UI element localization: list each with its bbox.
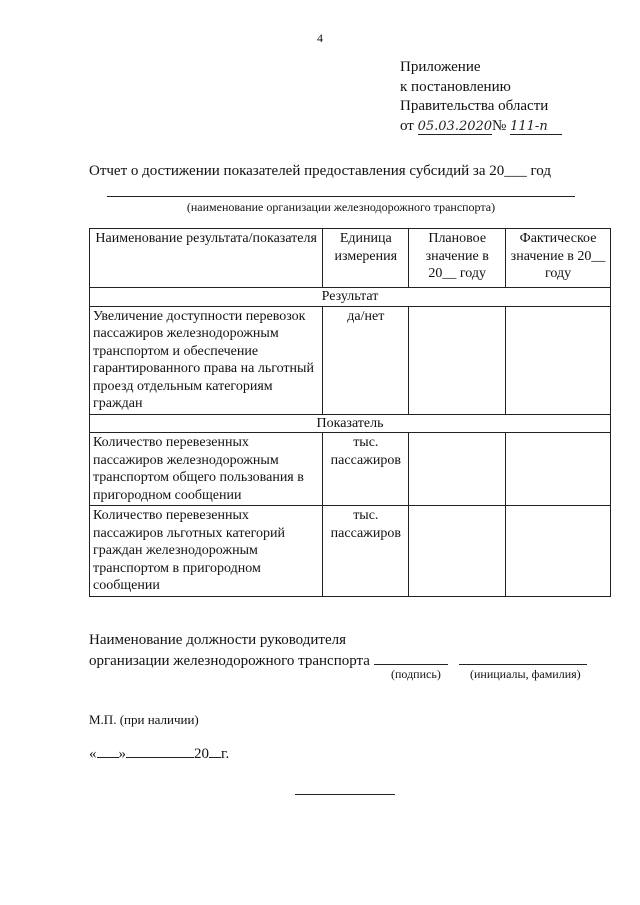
section-result: Результат xyxy=(90,288,611,307)
cell-unit: да/нет xyxy=(323,306,409,414)
header-planned: Плановое значение в 20__ году xyxy=(409,229,506,288)
approval-line-government: Правительства области xyxy=(400,98,549,114)
signature-blank-line xyxy=(374,650,448,665)
cell-planned xyxy=(409,506,506,597)
org-name-caption: (наименование организации железнодорожного транспорта) xyxy=(186,200,496,214)
org-name-line xyxy=(107,196,575,197)
name-blank-line xyxy=(459,650,587,665)
section-row-result xyxy=(90,288,611,307)
stamp-note: М.П. (при наличии) xyxy=(89,712,199,727)
section-indicator: Показатель xyxy=(90,414,611,433)
number-sign: № xyxy=(492,117,507,134)
indicators-table xyxy=(89,228,611,597)
approval-block xyxy=(400,58,562,136)
cell-name: Количество перевезенных пассажиров льготных категорий граждан железнодорожным транспортом в пригородном сообщении xyxy=(90,506,323,597)
page-number: 4 xyxy=(317,31,323,45)
approval-line-appendix: Приложение xyxy=(400,59,481,75)
month-blank xyxy=(126,744,194,758)
handwritten-number: 111-п xyxy=(510,120,562,135)
report-title: Отчет о достижении показателей предоставления субсидий за 20___ год xyxy=(89,163,551,179)
approval-line-resolution: к постановлению xyxy=(400,78,511,95)
handwritten-date: 05.03.2020 xyxy=(417,118,493,134)
caption-signature: (подпись) xyxy=(391,667,441,681)
approval-line-date-number xyxy=(400,117,562,137)
approval-prefix: от xyxy=(400,117,414,134)
end-divider xyxy=(295,794,395,795)
cell-actual xyxy=(506,306,611,414)
signature-org-text: организации железнодорожного транспорта xyxy=(89,653,370,669)
cell-planned xyxy=(409,433,506,506)
cell-planned xyxy=(409,306,506,414)
table-header-row xyxy=(90,229,611,288)
signature-position-line1: Наименование должности руководителя xyxy=(89,632,347,648)
year-prefix: 20 xyxy=(194,746,209,762)
cell-actual xyxy=(506,433,611,506)
year-blank xyxy=(209,744,221,758)
day-blank xyxy=(97,744,119,758)
header-unit: Единица измерения xyxy=(323,229,409,288)
date-line xyxy=(89,744,229,763)
table-row xyxy=(90,433,611,506)
caption-initials-name: (инициалы, фамилия) xyxy=(470,667,581,681)
header-name: Наименование результата/показателя xyxy=(90,229,323,288)
table-row xyxy=(90,306,611,414)
cell-unit: тыс. пассажиров xyxy=(323,506,409,597)
cell-unit: тыс. пассажиров xyxy=(323,433,409,506)
year-suffix: г. xyxy=(221,746,230,762)
cell-name: Количество перевезенных пассажиров железнодорожным транспортом общего пользования в пригородном сообщении xyxy=(90,433,323,506)
cell-name: Увеличение доступности перевозок пассажиров железнодорожным транспортом и обеспечение гарантированного права на льготный проезд отдельным категориям граждан xyxy=(90,306,323,414)
section-row-indicator xyxy=(90,414,611,433)
date-close-quote: » xyxy=(118,746,126,762)
table-row xyxy=(90,506,611,597)
date-open-quote: « xyxy=(89,746,97,762)
header-actual: Фактическое значение в 20__ году xyxy=(506,229,611,288)
signature-block xyxy=(89,631,587,671)
cell-actual xyxy=(506,506,611,597)
